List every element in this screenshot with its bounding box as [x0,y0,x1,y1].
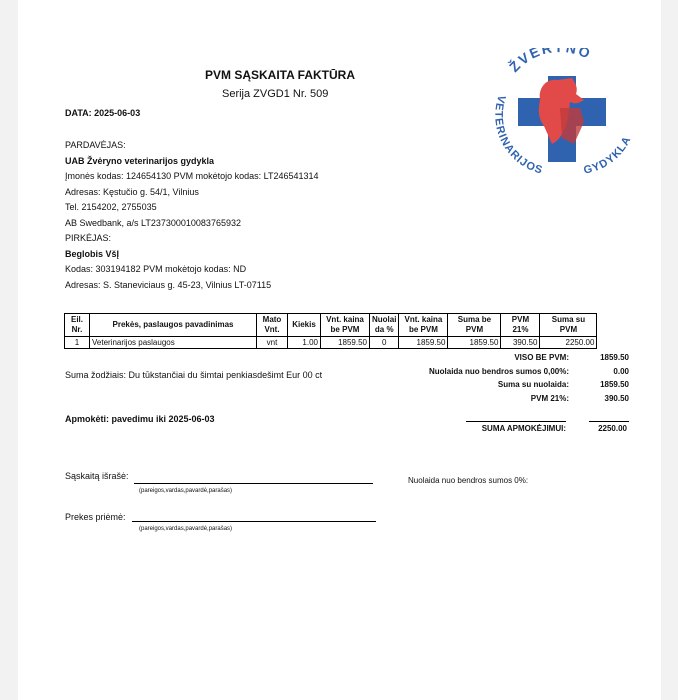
col-discount: Nuolai da % [370,314,399,337]
seller-address: Adresas: Kęstučio g. 54/1, Vilnius [65,186,199,197]
col-unit: Mato Vnt. [257,314,288,337]
logo-left-text: VETERINARIJOS [492,93,545,177]
cell-discount: 0 [370,337,399,349]
logo-right-text: GYDYKLA [582,134,634,177]
vat-label: PVM 21%: [530,394,569,403]
summary-divider-right [589,421,629,422]
table-header-row [65,314,597,337]
col-price2: Vnt. kaina be PVM [399,314,448,337]
amount-in-words: Suma žodžiais: Du tūkstančiai du šimtai penkiasdešimt Eur 00 ct [65,370,323,380]
seller-bank: AB Swedbank, a/s LT237300010083765932 [65,217,241,228]
issued-by-label: Sąskaitą išrašė: [65,471,129,481]
amount-due-label: SUMA APMOKĖJIMUI: [481,424,566,433]
col-price: Vnt. kaina be PVM [321,314,370,337]
issued-by-line[interactable] [134,483,373,484]
cell-price: 1859.50 [321,337,370,349]
discount-value: 0.00 [613,367,629,376]
invoice-series: Serija ZVGD1 Nr. 509 [222,88,329,100]
cat-silhouette [560,108,584,144]
invoice-page [18,0,661,700]
table-row [65,337,597,349]
sum-after-discount-label: Suma su nuolaida: [497,380,569,389]
col-vat: PVM 21% [501,314,540,337]
seller-block [65,138,319,232]
seller-phone: Tel. 2154202, 2755035 [65,202,157,213]
buyer-codes: Kodas: 303194182 PVM mokėtojo kodas: ND [65,264,247,275]
buyer-block [65,231,271,293]
cell-price2: 1859.50 [399,337,448,349]
logo-graphic [480,48,640,178]
buyer-address: Adresas: S. Staneviciaus g. 45-23, Vilnius LT-07115 [65,279,272,290]
col-total: Suma su PVM [540,314,597,337]
cell-sum: 1859.50 [448,337,501,349]
payment-terms: Apmokėti: pavedimu iki 2025-06-03 [65,414,215,424]
svg-text:GYDYKLA [583,134,634,177]
received-by-line[interactable] [132,521,376,522]
buyer-heading: PIRKĖJAS: [65,233,112,243]
received-by-hint: (pareigos,vardas,pavardė,parašas) [139,526,233,532]
svg-text:ŽVĖRYNO [505,48,594,75]
buyer-name: Beglobis VšĮ [65,248,120,259]
received-by-label: Prekes priėmė: [65,512,126,522]
summary-divider-left [466,421,566,422]
invoice-title: PVM SĄSKAITA FAKTŪRA [205,68,355,82]
seller-name: UAB Žvėryno veterinarijos gydykla [65,155,215,166]
seller-codes: Įmonės kodas: 124654130 PVM mokėtojo kodas: LT246541314 [65,171,319,182]
invoice-date: DATA: 2025-06-03 [65,108,141,118]
cell-unit: vnt [257,337,288,349]
total-without-vat-value: 1859.50 [600,353,629,362]
sum-after-discount-value: 1859.50 [600,380,629,389]
issued-by-hint: (pareigos,vardas,pavardė,parašas) [139,488,233,494]
logo-top-text: ŽVĖR NO [505,48,595,75]
cell-vat: 390.50 [501,337,540,349]
discount-label: Nuolaida nuo bendros sumos 0,00%: [428,367,569,376]
col-sum: Suma be PVM [448,314,501,337]
cell-total: 2250.00 [540,337,597,349]
col-qty: Kiekis [288,314,321,337]
items-table [64,313,597,349]
cell-nr: 1 [65,337,90,349]
amount-due-value: 2250.00 [598,424,627,433]
vat-value: 390.50 [604,394,629,403]
total-without-vat-label: VISO BE PVM: [514,353,569,362]
col-nr: Eil. Nr. [65,314,90,337]
clinic-logo [480,48,640,183]
seller-heading: PARDAVĖJAS: [65,140,126,150]
cell-name: Veterinarijos paslaugos [90,337,257,349]
col-name: Prekės, paslaugos pavadinimas [90,314,257,337]
discount-note: Nuolaida nuo bendros sumos 0%: [408,476,529,485]
cell-qty: 1.00 [288,337,321,349]
